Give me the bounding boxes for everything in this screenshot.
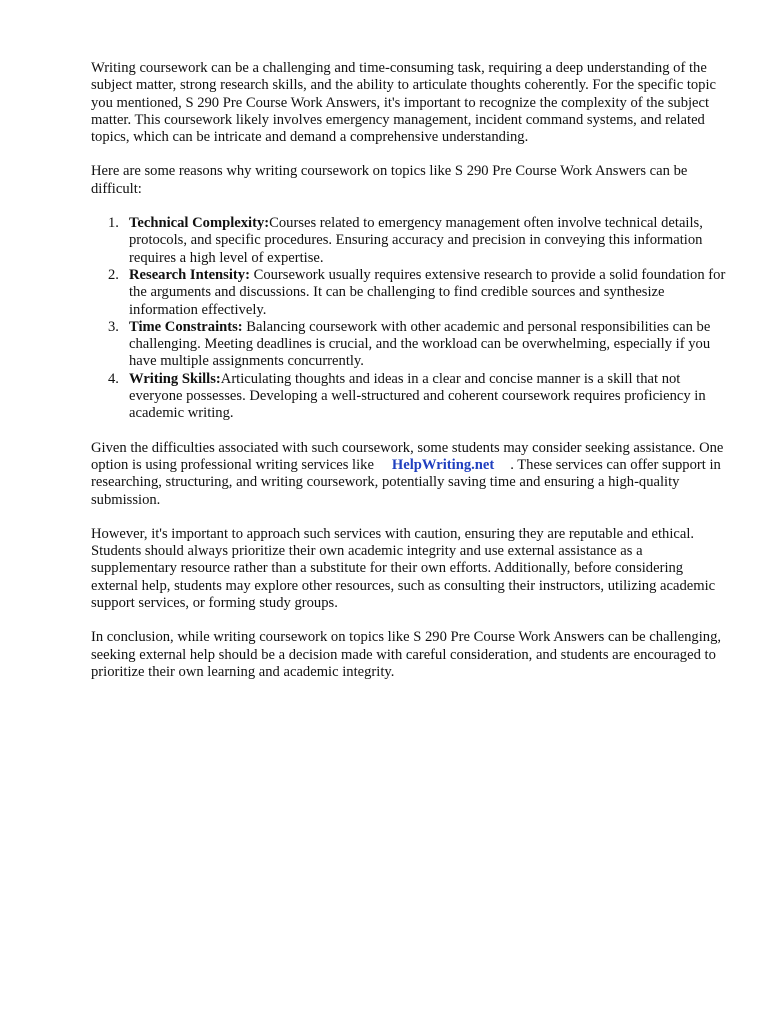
document-page <box>91 60 729 698</box>
reason-text: Balancing coursework with other academic and personal responsibilities can be challenging. Meeting deadlines is crucial, and the workload can be overwhelming, especially if you have multiple assignments concurrently. <box>129 318 711 370</box>
reason-item-writing-skills <box>91 371 729 423</box>
reasons-intro-paragraph: Here are some reasons why writing coursework on topics like S 290 Pre Course Work Answers can be difficult: <box>91 163 688 197</box>
list-number: 2. <box>108 266 119 283</box>
reason-term: Writing Skills: <box>129 370 221 387</box>
reason-text: Coursework usually requires extensive research to provide a solid foundation for the arguments and discussions. It can be challenging to find credible sources and synthesize information effectively. <box>129 266 726 318</box>
caution-paragraph: However, it's important to approach such services with caution, ensuring they are reputable and ethical. Students should always prioritize their own academic integrity and use external assistance as a supplementary resource rather than a substitute for their own efforts. Additionally, before considering external help, students may explore other resources, such as consulting their instructors, utilizing academic support services, or forming study groups. <box>91 525 716 612</box>
conclusion-paragraph: In conclusion, while writing coursework on topics like S 290 Pre Course Work Answers can be challenging, seeking external help should be a decision made with careful consideration, and students are encouraged to prioritize their own learning and academic integrity. <box>91 629 722 680</box>
list-number: 3. <box>108 318 119 335</box>
helpwriting-link[interactable]: HelpWriting.net <box>391 456 495 473</box>
reason-item-time-constraints <box>91 319 729 371</box>
assistance-paragraph <box>91 440 729 509</box>
reason-item-research-intensity <box>91 267 729 319</box>
reason-term: Technical Complexity: <box>129 215 270 232</box>
reasons-list <box>91 215 729 423</box>
assistance-text-before: Given the difficulties associated with such coursework, some students may consider seeking assistance. One option is using professional writing services like <box>91 439 724 473</box>
reason-term: Research Intensity: <box>129 266 250 283</box>
assistance-text-after: . These services can offer support in researching, structuring, and writing coursework, potentially saving time and ensuring a high-quality submission. <box>91 456 721 508</box>
reason-item-technical-complexity <box>91 215 729 267</box>
intro-paragraph: Writing coursework can be a challenging and time-consuming task, requiring a deep understanding of the subject matter, strong research skills, and the ability to articulate thoughts coherently. For the specific topic you mentioned, S 290 Pre Course Work Answers, it's important to recognize the complexity of the subject matter. This coursework likely involves emergency management, incident command systems, and related topics, which can be intricate and demand a comprehensive understanding. <box>91 60 717 146</box>
list-number: 1. <box>108 215 119 232</box>
list-number: 4. <box>108 370 119 387</box>
reason-term: Time Constraints: <box>129 318 243 335</box>
reason-text: Articulating thoughts and ideas in a clear and concise manner is a skill that not everyone possesses. Developing a well-structured and coherent coursework requires proficiency in academic writing. <box>129 370 706 422</box>
reason-text: Courses related to emergency management often involve technical details, protocols, and specific procedures. Ensuring accuracy and precision in conveying this information requires a high level of expertise. <box>129 215 703 266</box>
